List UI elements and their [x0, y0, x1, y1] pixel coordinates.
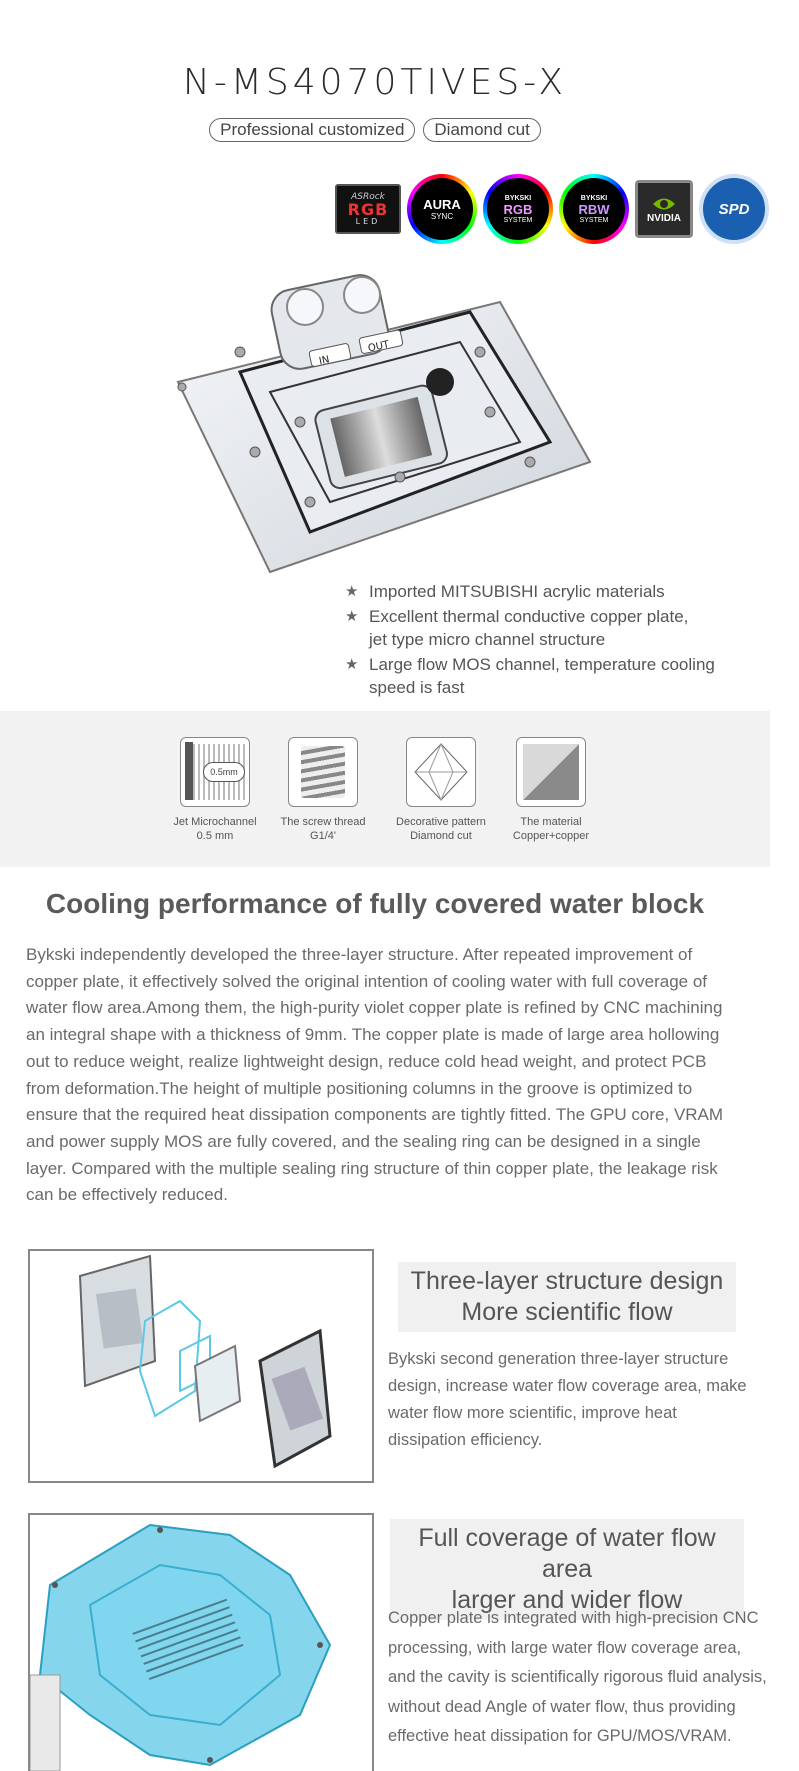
water-flow-body: Copper plate is integrated with high-precision CNC processing, with large water flow coverage area, and the cavity is scientifically rigorous fluid analysis, without dead Angle of water flow, thus providing effective heat dissipation for GPU/MOS/VRAM. — [388, 1609, 767, 1745]
microchannel-badge: 0.5mm — [203, 762, 245, 782]
bykski-rgb-system-logo — [483, 174, 553, 244]
spec-label: The material — [520, 816, 582, 828]
spec-screw-thread — [268, 737, 378, 843]
tag-row — [0, 118, 750, 142]
nvidia-logo-text: NVIDIA — [647, 212, 681, 224]
feature-item — [345, 605, 715, 651]
feature-list — [345, 580, 715, 701]
diamond-pattern-icon — [406, 737, 476, 807]
bykski-rbw-system-logo — [559, 174, 629, 244]
bykski-rgb-brand: BYKSKI — [504, 194, 532, 202]
spec-band — [0, 711, 770, 867]
three-layer-body: Bykski second generation three-layer structure design, increase water flow coverage area, make water flow more scientific, improve heat dissipation efficiency. — [388, 1350, 747, 1449]
water-flow-coverage-image — [28, 1513, 374, 1771]
bykski-rbw-mid: RBW — [578, 201, 610, 217]
tag-diamond-cut: Diamond cut — [423, 118, 540, 142]
bykski-rgb-mid: RGB — [503, 201, 533, 217]
asrock-logo-led: LED — [355, 217, 381, 226]
spec-value: Diamond cut — [410, 830, 472, 842]
bykski-rgb-system: SYSTEM — [503, 216, 533, 224]
aura-sync-logo — [407, 174, 477, 244]
aura-logo-text: AURA — [423, 197, 461, 212]
spec-decorative-pattern — [386, 737, 496, 843]
bykski-rbw-brand: BYKSKI — [580, 194, 608, 202]
feature-line: jet type micro channel structure — [369, 630, 606, 649]
feature-line: Excellent thermal conductive copper plate, — [369, 607, 689, 626]
microchannel-icon — [180, 737, 250, 807]
tag-professional-customized: Professional customized — [209, 118, 415, 142]
spec-value: 0.5 mm — [196, 830, 234, 842]
material-icon — [516, 737, 586, 807]
cooling-heading: Cooling performance of fully covered water block — [45, 888, 705, 919]
cooling-paragraph: Bykski independently developed the three-layer structure. After repeated improvement of copper plate, it effectively solved the original intention of cooling water with full coverage of water flow area.Among them, the high-purity violet copper plate is refined by CNC machining an integral shape with a thickness of 9mm. The copper plate is made of large area hollowing out to reduce weight, realize lightweight design, reduce cold head weight, and protect PCB from deformation.The height of multiple positioning columns in the groove is optimized to ensure that the required heat dissipation components are tightly fitted. The GPU core, VRAM and power supply MOS are fully covered, and the sealing ring can be designed in a single layer. Compared with the multiple sealing ring structure of thin copper plate, the leakage risk can be effectively reduced. — [26, 945, 724, 1205]
three-layer-title-line: Three-layer structure design — [410, 1267, 724, 1295]
feature-line: Large flow MOS channel, temperature cooling — [369, 655, 715, 674]
water-block-product-image — [170, 262, 600, 602]
spec-label: Jet Microchannel — [173, 816, 257, 828]
feature-line: Imported MITSUBISHI acrylic materials — [369, 582, 665, 601]
three-layer-exploded-image — [28, 1249, 374, 1483]
spd-logo — [699, 174, 769, 244]
feature-line: speed is fast — [369, 678, 465, 697]
nvidia-logo — [635, 180, 693, 238]
spec-jet-microchannel — [160, 737, 270, 843]
outlet-label: OUT — [367, 339, 391, 355]
asrock-logo-text: ASRock — [351, 192, 385, 202]
screw-thread-icon — [288, 737, 358, 807]
spd-logo-text: SPD — [718, 200, 750, 218]
bykski-rbw-system: SYSTEM — [579, 216, 609, 224]
spec-value: G1/4' — [310, 830, 336, 842]
aura-logo-sync: SYNC — [430, 212, 454, 221]
asrock-logo-rgb: RGB — [347, 200, 389, 219]
spec-label: The screw thread — [280, 816, 366, 828]
three-layer-title-line: More scientific flow — [461, 1298, 673, 1326]
compatibility-logos — [335, 174, 769, 244]
spec-label: Decorative pattern — [396, 816, 486, 828]
spec-material — [496, 737, 606, 843]
asrock-rgb-logo — [335, 184, 401, 234]
feature-item — [345, 580, 715, 603]
nvidia-eye-icon — [651, 195, 677, 213]
water-flow-title-line: larger and wider flow — [451, 1586, 683, 1614]
three-layer-title — [398, 1262, 736, 1332]
spec-value: Copper+copper — [512, 830, 590, 842]
feature-item — [345, 653, 715, 699]
water-flow-title-line: Full coverage of water flow area — [418, 1524, 716, 1583]
inlet-label: IN — [318, 354, 331, 368]
product-model-title: N-MS4070TIVES-X — [182, 62, 568, 103]
